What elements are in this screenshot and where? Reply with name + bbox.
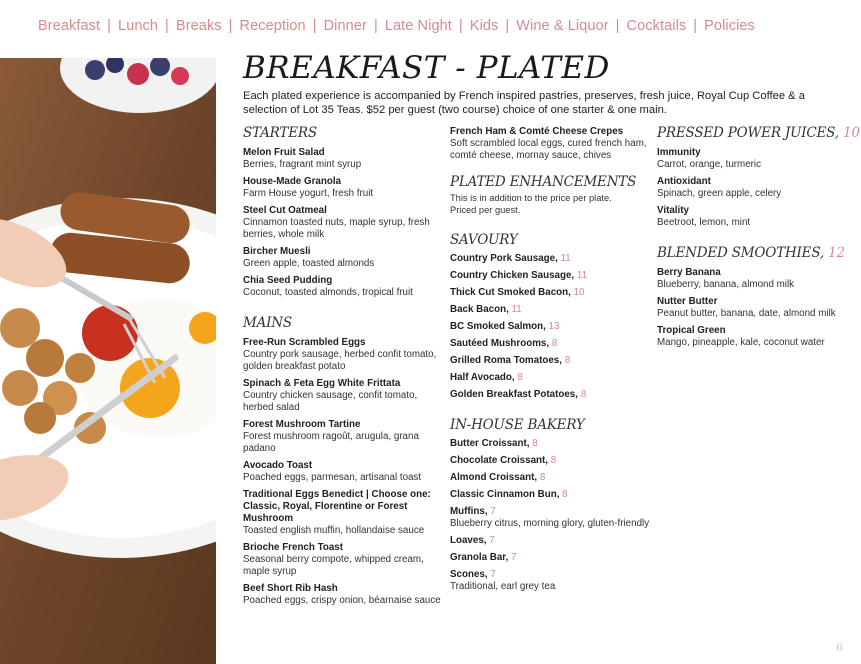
item-desc: Mango, pineapple, kale, coconut water <box>657 337 825 348</box>
item-price: 7 <box>490 506 496 517</box>
nav-separator: | <box>312 18 317 34</box>
top-nav <box>38 18 831 34</box>
menu-item <box>243 378 441 414</box>
item-name: Country Pork Sausage, <box>450 253 558 264</box>
item-desc: Beetroot, lemon, mint <box>657 217 751 228</box>
item-name: Beef Short Rib Hash <box>243 583 338 594</box>
item-price: 8 <box>550 455 557 466</box>
menu-item <box>657 267 837 291</box>
item-name: Sautéed Mushrooms, <box>450 338 550 349</box>
item-desc: Country pork sausage, herbed confit tomato, golden breakfast potato <box>243 349 437 372</box>
section-heading-bakery: IN-HOUSE BAKERY <box>450 417 585 433</box>
page-number: 6 <box>836 641 843 654</box>
menu-item <box>657 147 837 171</box>
item-name: Chia Seed Pudding <box>243 275 333 286</box>
item-price: 8 <box>564 355 571 366</box>
menu-item <box>243 583 441 607</box>
column-drinks <box>657 125 860 354</box>
item-name: Butter Croissant, <box>450 438 530 449</box>
item-price: 7 <box>490 569 496 580</box>
nav-separator: | <box>373 18 378 34</box>
item-desc: Toasted english muffin, hollandaise sauce <box>243 525 425 536</box>
item-desc: Soft scrambled local eggs, cured french ham, comté cheese, mornay sauce, chives <box>450 138 647 161</box>
nav-separator: | <box>458 18 463 34</box>
nav-separator: | <box>228 18 233 34</box>
item-desc: Coconut, toasted almonds, tropical fruit <box>243 287 413 298</box>
item-name: Golden Breakfast Potatoes, <box>450 389 578 400</box>
menu-item <box>450 438 650 450</box>
menu-item <box>243 275 441 299</box>
item-name: French Ham & Comté Cheese Crepes <box>450 126 624 137</box>
item-name: BC Smoked Salmon, <box>450 321 546 332</box>
item-name: Spinach & Feta Egg White Frittata <box>243 378 401 389</box>
item-name: Chocolate Croissant, <box>450 455 548 466</box>
item-price: 8 <box>580 389 587 400</box>
item-price: 8 <box>517 372 523 383</box>
item-name: Almond Croissant, <box>450 472 538 483</box>
page-title: BREAKFAST - PLATED <box>243 50 610 86</box>
item-name: Nutter Butter <box>657 296 718 307</box>
nav-wine-liquor[interactable]: Wine & Liquor <box>516 18 609 34</box>
nav-cocktails[interactable]: Cocktails <box>626 18 687 34</box>
menu-item <box>450 489 650 501</box>
menu-item <box>657 325 837 349</box>
item-name: Brioche French Toast <box>243 542 343 553</box>
nav-separator: | <box>107 18 112 34</box>
item-name: Half Avocado, <box>450 372 515 383</box>
section-heading-savoury: SAVOURY <box>450 232 518 248</box>
nav-lunch[interactable]: Lunch <box>118 18 159 34</box>
menu-item <box>450 253 650 265</box>
menu-item <box>243 489 441 537</box>
menu-item <box>450 338 650 350</box>
menu-item <box>657 296 837 320</box>
menu-item <box>450 355 650 367</box>
intro-text: Each plated experience is accompanied by French inspired pastries, preserves, fresh juice, Royal Cup Coffee & a selection of Lot 35 Teas. $52 per guest (two course) choice of one starter & one main. <box>243 90 805 116</box>
item-price: 8 <box>539 472 546 483</box>
menu-item <box>243 419 441 455</box>
item-name: Immunity <box>657 147 701 158</box>
item-desc: Poached eggs, parmesan, artisanal toast <box>243 472 422 483</box>
menu-item <box>243 246 441 270</box>
item-name: House-Made Granola <box>243 176 341 187</box>
section-heading-smoothies <box>657 245 845 261</box>
item-desc: Spinach, green apple, celery <box>657 188 782 199</box>
nav-separator: | <box>505 18 510 34</box>
nav-reception[interactable]: Reception <box>239 18 306 34</box>
nav-kids[interactable]: Kids <box>469 18 499 34</box>
menu-item <box>243 337 441 373</box>
menu-item <box>657 205 837 229</box>
item-name: Melon Fruit Salad <box>243 147 325 158</box>
nav-breaks[interactable]: Breaks <box>175 18 222 34</box>
item-desc: Berries, fragrant mint syrup <box>243 159 362 170</box>
item-desc: Blueberry citrus, morning glory, gluten-friendly <box>450 518 650 529</box>
item-desc: Blueberry, banana, almond milk <box>657 279 795 290</box>
item-name: Antioxidant <box>657 176 711 187</box>
item-price: 7 <box>489 535 495 546</box>
item-name: Free-Run Scrambled Eggs <box>243 337 366 348</box>
menu-item <box>450 455 650 467</box>
item-price: 8 <box>551 338 558 349</box>
item-price: 8 <box>532 438 538 449</box>
section-heading-juices <box>657 125 860 141</box>
menu-item <box>450 472 650 484</box>
menu-item <box>243 176 441 200</box>
nav-separator: | <box>693 18 698 34</box>
item-desc: Traditional, earl grey tea <box>450 581 556 592</box>
item-name: Scones, <box>450 569 488 580</box>
smoothies-heading-text: BLENDED SMOOTHIES, <box>657 245 824 261</box>
nav-dinner[interactable]: Dinner <box>323 18 367 34</box>
menu-item <box>657 176 837 200</box>
menu-item <box>450 321 650 333</box>
item-price: 7 <box>511 552 517 563</box>
item-name: Forest Mushroom Tartine <box>243 419 361 430</box>
column-enhancements <box>450 126 650 598</box>
menu-item <box>450 535 650 547</box>
item-name: Back Bacon, <box>450 304 509 315</box>
smoothies-price: 12 <box>828 245 845 261</box>
menu-item <box>450 569 650 593</box>
item-name: Vitality <box>657 205 689 216</box>
item-desc: Carrot, orange, turmeric <box>657 159 761 170</box>
nav-policies[interactable]: Policies <box>704 18 755 34</box>
nav-separator: | <box>615 18 620 34</box>
menu-item <box>450 372 650 384</box>
item-name: Berry Banana <box>657 267 721 278</box>
item-desc: Peanut butter, banana, date, almond milk <box>657 308 836 319</box>
item-desc: Farm House yogurt, fresh fruit <box>243 188 374 199</box>
item-name: Bircher Muesli <box>243 246 311 257</box>
nav-late-night[interactable]: Late Night <box>384 18 452 34</box>
item-desc: Country chicken sausage, confit tomato, herbed salad <box>243 390 418 413</box>
item-name: Muffins, <box>450 506 488 517</box>
menu-item <box>243 542 441 578</box>
item-name: Avocado Toast <box>243 460 313 471</box>
nav-breakfast[interactable]: Breakfast <box>38 18 101 34</box>
item-name: Granola Bar, <box>450 552 509 563</box>
enhancements-note: Priced per guest. <box>450 205 521 215</box>
menu-item <box>450 287 650 299</box>
menu-item <box>243 460 441 484</box>
menu-item <box>450 270 650 282</box>
breakfast-plate-illustration <box>0 58 216 664</box>
menu-item <box>450 552 650 564</box>
menu-item <box>243 147 441 171</box>
item-desc: Cinnamon toasted nuts, maple syrup, fresh berries, whole milk <box>243 217 430 240</box>
item-name: Grilled Roma Tomatoes, <box>450 355 562 366</box>
item-price: 13 <box>548 321 560 332</box>
item-price: 11 <box>576 270 588 281</box>
item-name: Thick Cut Smoked Bacon, <box>450 287 571 298</box>
item-name: Country Chicken Sausage, <box>450 270 575 281</box>
item-price: 8 <box>562 489 568 500</box>
column-starters-mains <box>243 125 441 612</box>
juices-price: 10 <box>842 125 860 141</box>
section-heading-starters: STARTERS <box>243 125 317 141</box>
menu-item <box>450 506 650 530</box>
item-desc: Forest mushroom ragoût, arugula, grana padano <box>243 431 419 454</box>
menu-item <box>450 304 650 316</box>
section-heading-mains: MAINS <box>243 315 292 331</box>
item-name: Tropical Green <box>657 325 726 336</box>
menu-item <box>450 126 650 162</box>
juices-heading-text: PRESSED POWER JUICES, <box>657 125 839 141</box>
item-desc: Poached eggs, crispy onion, béarnaise sauce <box>243 595 441 606</box>
nav-separator: | <box>165 18 169 34</box>
enhancements-note: This is in addition to the price per plate. <box>450 193 612 203</box>
item-name: Traditional Eggs Benedict | Choose one: Classic, Royal, Florentine or Forest Mushroom <box>243 489 431 524</box>
item-price: 11 <box>511 304 522 315</box>
breakfast-photo <box>0 58 216 664</box>
item-name: Steel Cut Oatmeal <box>243 205 327 216</box>
item-desc: Seasonal berry compote, whipped cream, maple syrup <box>243 554 424 577</box>
item-name: Loaves, <box>450 535 487 546</box>
menu-item <box>450 389 650 401</box>
item-desc: Green apple, toasted almonds <box>243 258 375 269</box>
item-name: Classic Cinnamon Bun, <box>450 489 560 500</box>
item-price: 11 <box>560 253 571 264</box>
menu-item <box>243 205 441 241</box>
section-heading-enhancements: PLATED ENHANCEMENTS <box>450 174 637 190</box>
item-price: 10 <box>573 287 585 298</box>
